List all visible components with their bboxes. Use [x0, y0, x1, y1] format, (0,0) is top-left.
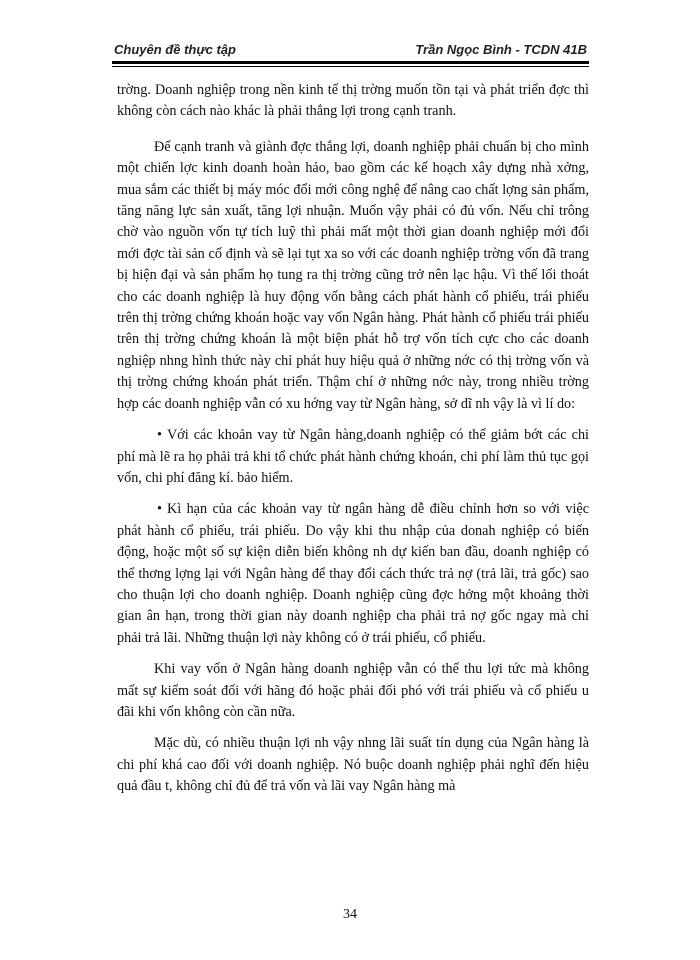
- paragraph-control: Khi vay vốn ở Ngân hàng doanh nghiệp vẫn có thể thu lợi tức mà không mất sự kiểm soát đối với hãng đó hoặc phải đối phó với trái phiếu và cổ phiếu u đãi khi vốn không còn cần nữa.: [117, 661, 589, 720]
- page-number: 34: [343, 907, 357, 922]
- header-rule-thin: [112, 66, 589, 67]
- bullet-text-term: Kì hạn của các khoản vay từ ngân hàng dễ điều chỉnh hơn so với việc phát hành cổ phiếu, trái phiếu. Do vậy khi thu nhập của donah nghiệp có biến động, hoặc một số sự kiện diễn biến không nh dự kiến ban đầu, doanh nghiệp có thể thơng lợng lại với Ngân hàng để thay đổi cách thức trả nợ (trả lãi, trả gốc) sao cho thuận lợi cho doanh nghiệp. Doanh nghiệp cũng đợc hởng một khoảng thời gian ân hạn, trong thời gian này doanh nghiệp cha phải trả nợ gốc ngay mà chỉ phải trả lãi. Những thuận lợi này không có ở trái phiếu, cổ phiếu.: [117, 501, 589, 646]
- paragraph-continuation: trờng. Doanh nghiệp trong nền kinh tế thị trờng muốn tồn tại và phát triển đợc thì không còn cách nào khác là phải thắng lợi trong cạnh tranh.: [117, 82, 589, 120]
- header-author: Trần Ngọc Bình - TCDN 41B: [415, 42, 587, 57]
- bullet-item-term: [117, 499, 589, 649]
- page-header: [112, 40, 589, 60]
- bullet-icon: •: [157, 501, 162, 518]
- header-title: Chuyên đề thực tập: [114, 42, 236, 57]
- bullet-icon: •: [157, 427, 162, 444]
- bullet-item-cost: [117, 425, 589, 489]
- paragraph-competition: Để cạnh tranh và giành đợc thắng lợi, doanh nghiệp phải chuẩn bị cho mình một chiến lợc kinh doanh hoàn hảo, bao gồm các kế hoạch xây dựng nhà xởng, mua sắm các thiết bị máy móc đổi mới công nghệ để nâng cao chất lợng sản phẩm, tăng năng lực sản xuất, tăng lợi nhuận. Muốn vậy phải có đủ vốn. Nếu chỉ trông chờ vào nguồn vốn tự tích luỹ thì phải mất một thời gian doanh nghiệp mới đổi mới đợc tài sản cố định và sẽ lại tụt xa so với các doanh nghiệp trờng vốn đã trang bị hiện đại và sản phẩm họ tung ra thị trờng cũng trở nên lạc hậu. Vì thế lối thoát cho các doanh nghiệp là huy động vốn bằng cách phát hành cổ phiếu, trái phiếu trên thị trờng chứng khoán hoặc vay vốn Ngân hàng. Phát hành cổ phiếu trái phiếu trên thị trờng chứng khoán là một biện phát hỗ trợ vốn tích cực cho các doanh nghiệp nhng hình thức này chỉ phát huy hiệu quả ở những nớc có thị trờng vốn và thị trờng chứng khoán phát triển. Thậm chí ở những nớc này, trong nhiều trờng hợp các doanh nghiệp vẫn có xu hớng vay từ Ngân hàng, sở dĩ nh vậy là vì lí do:: [117, 138, 589, 412]
- header-rule-thick: [112, 61, 589, 64]
- bullet-text-cost: Với các khoản vay từ Ngân hàng,doanh nghiệp có thể giảm bớt các chi phí mà lẽ ra họ phải trả khi tổ chức phát hành chứng khoán, chi phí làm thủ tục gọi vốn, chi phí đăng kí. bảo hiểm.: [117, 427, 589, 486]
- paragraph-interest: Mặc dù, có nhiều thuận lợi nh vậy nhng lãi suất tín dụng của Ngân hàng là chi phí khá cao đối với doanh nghiệp. Nó buộc doanh nghiệp phải nghĩ đến hiệu quả đầu t, không chỉ đủ để trả vốn và lãi vay Ngân hàng mà: [117, 735, 589, 795]
- body-text: [117, 80, 589, 808]
